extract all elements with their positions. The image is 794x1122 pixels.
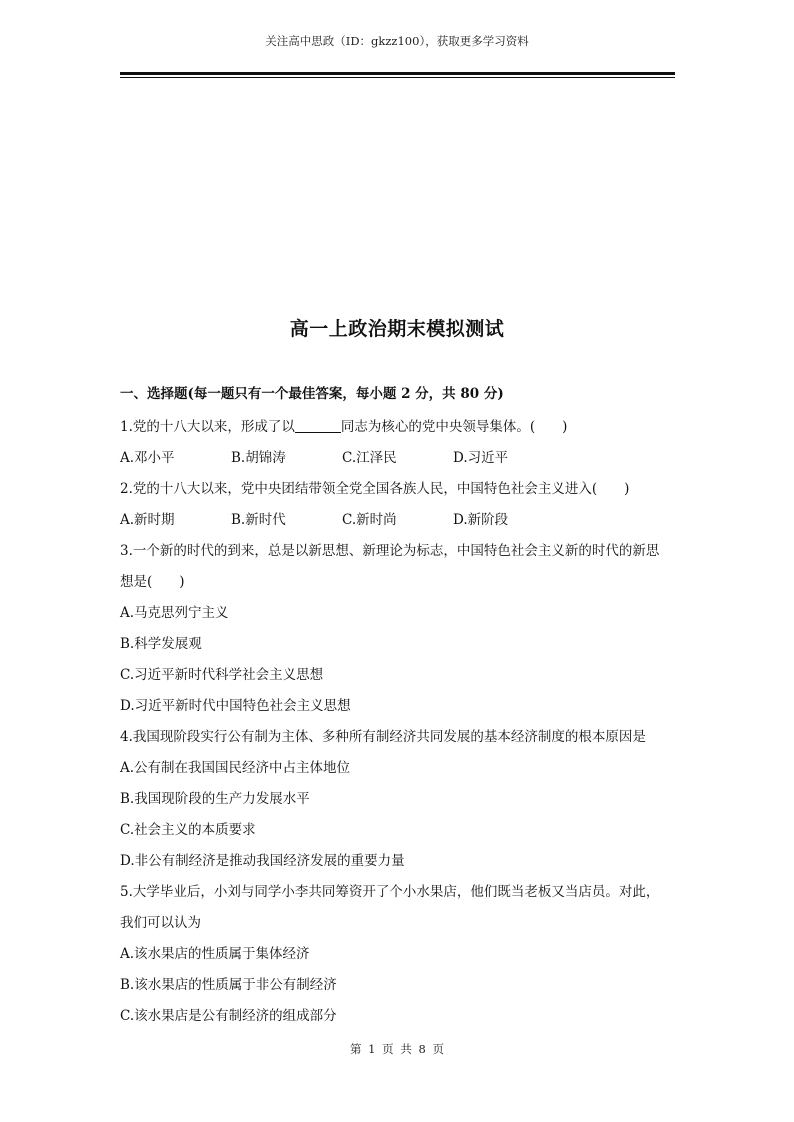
question-1-stem: 1.党的十八大以来，形成了以 同志为核心的党中央领导集体。( ) <box>120 419 568 435</box>
section-heading: 一、选择题(每一题只有一个最佳答案，每小题 2 分，共 80 分) <box>120 386 504 402</box>
answer-blank <box>295 418 341 433</box>
option: C.新时尚 <box>342 512 397 528</box>
option: B.新时代 <box>231 512 286 528</box>
question-list <box>120 412 680 1032</box>
question-2-stem: 2.党的十八大以来，党中央团结带领全党全国各族人民，中国特色社会主义进入( ) <box>120 481 630 497</box>
option: C.该水果店是公有制经济的组成部分 <box>120 1008 337 1024</box>
header-rule-thick <box>120 72 675 75</box>
option: A.马克思列宁主义 <box>120 605 229 621</box>
header-rule-thin <box>120 77 675 78</box>
question-1-options <box>120 443 680 474</box>
option: A.公有制在我国国民经济中占主体地位 <box>120 760 351 776</box>
option: D.新阶段 <box>453 512 509 528</box>
option: C.习近平新时代科学社会主义思想 <box>120 667 324 683</box>
option: B.该水果店的性质属于非公有制经济 <box>120 977 337 993</box>
question-2-options <box>120 505 680 536</box>
option: B.我国现阶段的生产力发展水平 <box>120 791 310 807</box>
option: D.非公有制经济是推动我国经济发展的重要力量 <box>120 853 405 869</box>
option: C.江泽民 <box>342 450 397 466</box>
option: C.社会主义的本质要求 <box>120 822 256 838</box>
option: A.新时期 <box>120 512 175 528</box>
question-5-stem-cont: 我们可以认为 <box>120 915 201 931</box>
document-title: 高一上政治期末模拟测试 <box>289 318 505 340</box>
option: A.邓小平 <box>120 450 175 466</box>
option: B.胡锦涛 <box>231 450 286 466</box>
page-header: 关注高中思政（ID：gkzz100），获取更多学习资料 <box>265 34 529 48</box>
option: B.科学发展观 <box>120 636 202 652</box>
question-3-stem-cont: 想是( ) <box>120 574 185 590</box>
option: D.习近平新时代中国特色社会主义思想 <box>120 698 351 714</box>
question-5-stem: 5.大学毕业后，小刘与同学小李共同筹资开了个小水果店，他们既当老板又当店员。对此， <box>120 884 660 900</box>
option: A.该水果店的性质属于集体经济 <box>120 946 310 962</box>
question-3-stem: 3.一个新的时代的到来，总是以新思想、新理论为标志，中国特色社会主义新的时代的新思 <box>120 543 660 559</box>
option: D.习近平 <box>453 450 509 466</box>
question-4-stem: 4.我国现阶段实行公有制为主体、多种所有制经济共同发展的基本经济制度的根本原因是 <box>120 729 646 745</box>
page-footer: 第 1 页 共 8 页 <box>350 1042 444 1056</box>
